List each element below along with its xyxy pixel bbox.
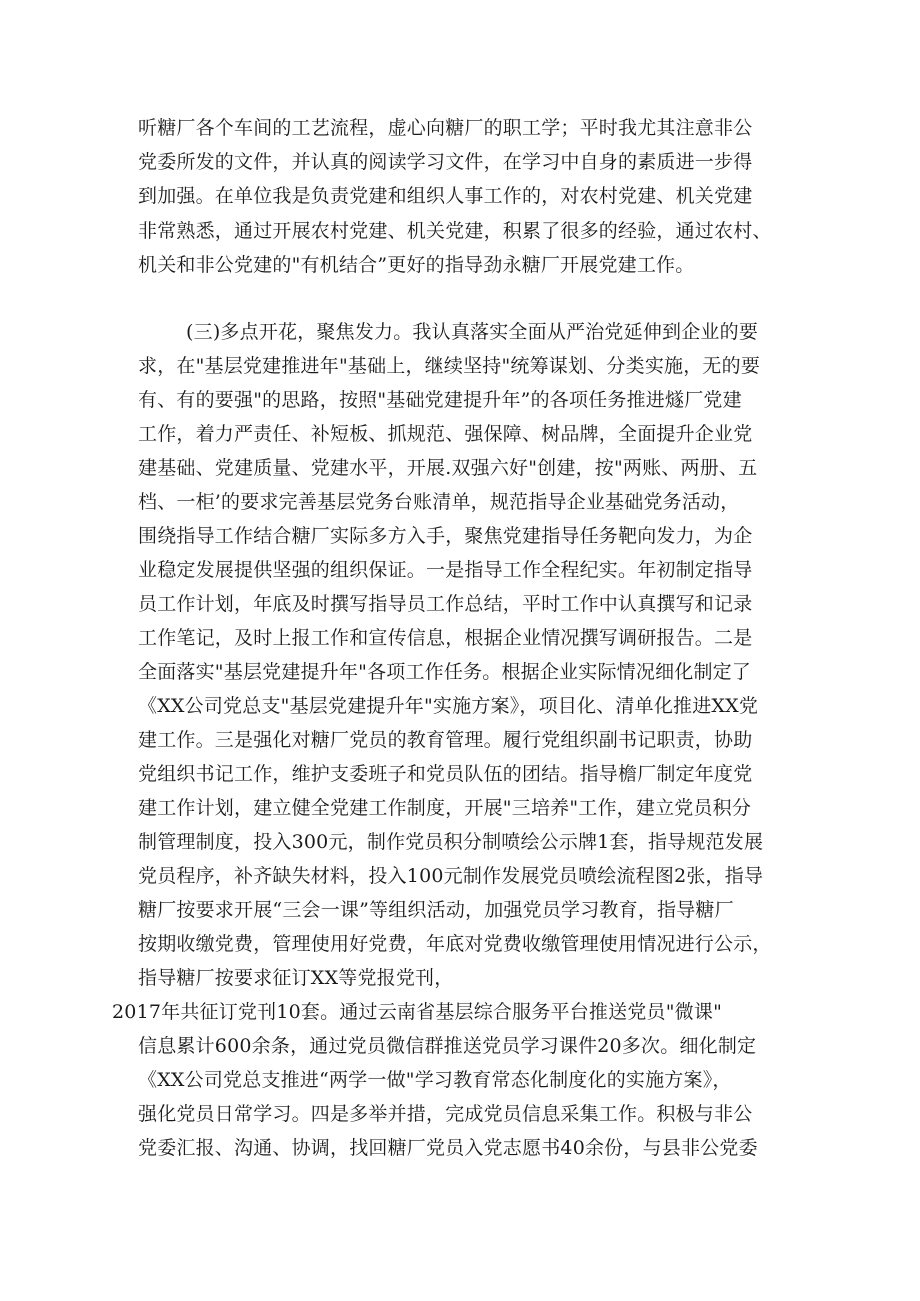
text-line: 全面落实"基层党建提升年"各项工作任务。根据企业实际情况细化制定了 [138, 661, 752, 683]
text-line: 糖厂按要求开展“三会一课”等组织活动，加强党员学习教育，指导糖厂 [138, 899, 734, 921]
text-line: 业稳定发展提供坚强的组织保证。一是指导工作全程纪实。年初制定指导 [138, 559, 753, 581]
text-line: 档、一柜’的要求完善基层党务台账清单，规范指导企业基础党务活动， [138, 491, 740, 513]
text-line: 到加强。在单位我是负责党建和组织人事工作的，对农村党建、机关党建 [138, 185, 753, 207]
text-line: 建工作计划，建立健全党建工作制度，开展"三培养"工作，建立党员积分 [138, 797, 752, 819]
text-line: 2017年共征订党刊10套。通过云南省基层综合服务平台推送党员"微课" [112, 1001, 723, 1023]
text-line: 非常熟悉，通过开展农村党建、机关党建，积累了很多的经验，通过农村、 [138, 220, 772, 242]
text-line: 求，在"基层党建推进年"基础上，继续坚持"统筹谋划、分类实施，无的要 [138, 355, 761, 377]
text-line: 《XX公司党总支推进“两学一做"学习教育常态化制度化的实施方案》， [138, 1069, 732, 1091]
text-line: 机关和非公党建的"有机结合”更好的指导劲永糖厂开展党建工作。 [138, 254, 695, 276]
text-line: 围绕指导工作结合糖厂实际多方入手，聚焦党建指导任务靶向发力，为企 [138, 525, 753, 547]
text-line: 建基础、党建质量、党建水平，开展.双强六好"创建，按"两账、两册、五 [138, 457, 758, 479]
text-line: 党组织书记工作，维护支委班子和党员队伍的团结。指导檐厂制定年度党 [138, 763, 753, 785]
text-line: 工作笔记，及时上报工作和宣传信息，根据企业情况撰写调研报告。二是 [138, 627, 753, 649]
text-line: 党员程序，补齐缺失材料，投入100元制作发展党员喷绘流程图2张，指导 [138, 865, 764, 887]
text-line: 强化党员日常学习。四是多举并措，完成党员信息采集工作。积极与非公 [138, 1103, 753, 1125]
text-line: 听糖厂各个车间的工艺流程，虚心向糖厂的职工学；平时我尤其注意非公 [138, 117, 753, 139]
text-line: 按期收缴党费，管理使用好党费，年底对党费收缴管理使用情况进行公示， [138, 933, 772, 955]
text-line: 《XX公司党总支"基层党建提升年"实施方案》，项目化、清单化推进XX党 [138, 695, 759, 717]
text-line: 党委所发的文件，并认真的阅读学习文件，在学习中自身的素质进一步得 [138, 151, 753, 173]
text-line: 工作，着力严责任、补短板、抓规范、强保障、树品牌，全面提升企业党 [138, 423, 753, 445]
text-line: 制管理制度，投入300元，制作党员积分制喷绘公示牌1套，指导规范发展 [138, 831, 764, 853]
text-line: 员工作计划，年底及时撰写指导员工作总结，平时工作中认真撰写和记录 [138, 593, 753, 615]
text-line: 党委汇报、沟通、协调，找回糖厂党员入党志愿书40余份，与县非公党委 [138, 1137, 758, 1159]
text-line: 指导糖厂按要求征订XX等党报党刊， [138, 967, 454, 989]
text-line: 信息累计600余条，通过党员微信群推送党员学习课件20多次。细化制定 [138, 1035, 757, 1057]
text-line: 有、有的要强"的思路，按照"基础党建提升年”的各项任务推进燧厂党建 [138, 389, 742, 411]
text-line: 建工作。三是强化对糖厂党员的教育管理。履行党组织副书记职责，协助 [138, 729, 753, 751]
section-heading-line: (三)多点开花，聚焦发力。我认真落实全面从严治党延伸到企业的要 [186, 321, 759, 343]
